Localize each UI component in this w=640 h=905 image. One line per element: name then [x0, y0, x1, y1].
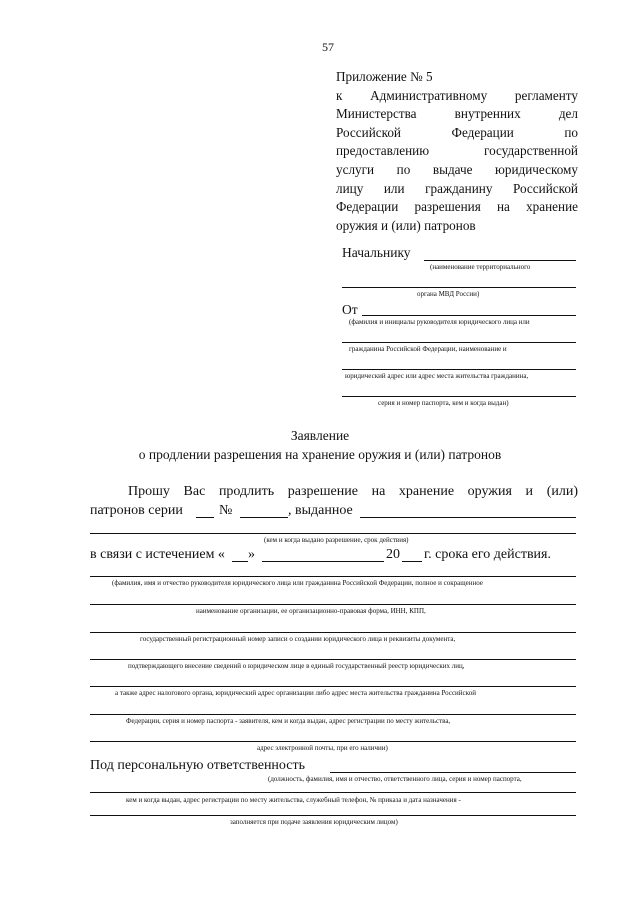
issued-field[interactable] — [360, 517, 576, 518]
issued-label: , выданное — [288, 503, 353, 518]
from-line-2[interactable] — [342, 342, 576, 343]
from-caption: серия и номер паспорта, кем и когда выдан) — [378, 399, 509, 407]
page-number: 57 — [322, 40, 334, 54]
expiry-quote-close: » — [248, 547, 255, 562]
number-sign: № — [219, 503, 233, 518]
applicant-line-7[interactable] — [90, 741, 576, 742]
responsibility-line-2[interactable] — [90, 792, 576, 793]
from-caption: юридический адрес или адрес места жительства гражданина, — [345, 372, 529, 380]
statement-subtitle: о продлении разрешения на хранение оружия и (или) патронов — [138, 447, 502, 462]
series-label: патронов серии — [90, 503, 183, 518]
responsibility-caption: (должность, фамилия, имя и отчество, ответственного лица, серия и номер паспорта, — [268, 775, 522, 783]
number-field[interactable] — [240, 517, 288, 518]
chief-line[interactable] — [424, 260, 576, 261]
applicant-caption: адрес электронной почты, при его наличии) — [257, 744, 388, 752]
applicant-line-5[interactable] — [90, 686, 576, 687]
request-line: Прошу Вас продлить разрешение на хранение оружия и (или) — [128, 484, 578, 499]
applicant-line-4[interactable] — [90, 659, 576, 660]
applicant-line-2[interactable] — [90, 604, 576, 605]
appendix-line: к Административному регламенту — [336, 87, 578, 103]
mvd-caption: органа МВД России) — [417, 290, 480, 298]
from-caption: (фамилия и инициалы руководителя юридического лица или — [349, 318, 530, 326]
applicant-caption: Федерации, серия и номер паспорта - заявителя, кем и когда выдан, адрес регистрации по месту жительства, — [126, 717, 451, 725]
appendix-line: оружия и (или) патронов — [336, 217, 476, 233]
appendix-line: услуги по выдаче юридическому — [336, 161, 578, 177]
responsibility-caption: заполняется при подаче заявления юридическим лицом) — [230, 818, 398, 826]
responsibility-caption: кем и когда выдан, адрес регистрации по месту жительства, служебный телефон, № приказа и дата назначения - — [126, 796, 461, 804]
appendix-title: Приложение № 5 — [336, 69, 433, 84]
applicant-caption: подтверждающего внесение сведений о юридическом лице в единый государственный реестр юридических лиц, — [128, 662, 465, 670]
responsibility-line-3[interactable] — [90, 815, 576, 816]
month-field[interactable] — [262, 561, 384, 562]
from-caption: гражданина Российской Федерации, наименование и — [349, 345, 507, 353]
expiry-prefix: в связи с истечением « — [90, 547, 225, 562]
from-label: От — [342, 302, 358, 317]
chief-caption: (наименование территориального — [430, 263, 531, 271]
chief-label: Начальнику — [342, 245, 411, 260]
appendix-block — [336, 68, 578, 235]
applicant-caption: наименование организации, ее организационно-правовая форма, ИНН, КПП, — [196, 607, 426, 615]
applicant-caption: (фамилия, имя и отчество руководителя юридического лица или гражданина Российской Федерации, полное и сокращенное — [112, 579, 483, 587]
applicant-caption: государственный регистрационный номер записи о создании юридического лица и реквизиты документа, — [140, 635, 456, 643]
applicant-line-6[interactable] — [90, 714, 576, 715]
from-line-3[interactable] — [342, 369, 576, 370]
series-field[interactable] — [196, 517, 214, 518]
year-prefix: 20 — [386, 547, 400, 562]
appendix-line: предоставлению государственной — [336, 143, 578, 159]
responsibility-label: Под персональную ответственность — [90, 758, 305, 773]
appendix-line: Министерства внутренних дел — [336, 106, 578, 122]
issued-caption: (кем и когда выдано разрешение, срок действия) — [264, 536, 409, 544]
appendix-line: Федерации разрешения на хранение — [336, 199, 578, 215]
issued-field-2[interactable] — [90, 533, 576, 534]
mvd-line[interactable] — [342, 287, 576, 288]
applicant-line-1[interactable] — [90, 576, 576, 577]
year-field[interactable] — [402, 561, 422, 562]
appendix-line: лицу или гражданину Российской — [336, 180, 578, 196]
expiry-suffix: г. срока его действия. — [424, 547, 551, 562]
from-line[interactable] — [362, 315, 576, 316]
applicant-line-3[interactable] — [90, 632, 576, 633]
day-field[interactable] — [232, 561, 248, 562]
responsibility-field[interactable] — [330, 772, 576, 773]
statement-title: Заявление — [290, 428, 350, 443]
appendix-line: Российской Федерации по — [336, 124, 578, 140]
from-line-4[interactable] — [342, 396, 576, 397]
applicant-caption: а также адрес налогового органа, юридический адрес организации либо адрес места жительства гражданина Российской — [115, 689, 476, 697]
